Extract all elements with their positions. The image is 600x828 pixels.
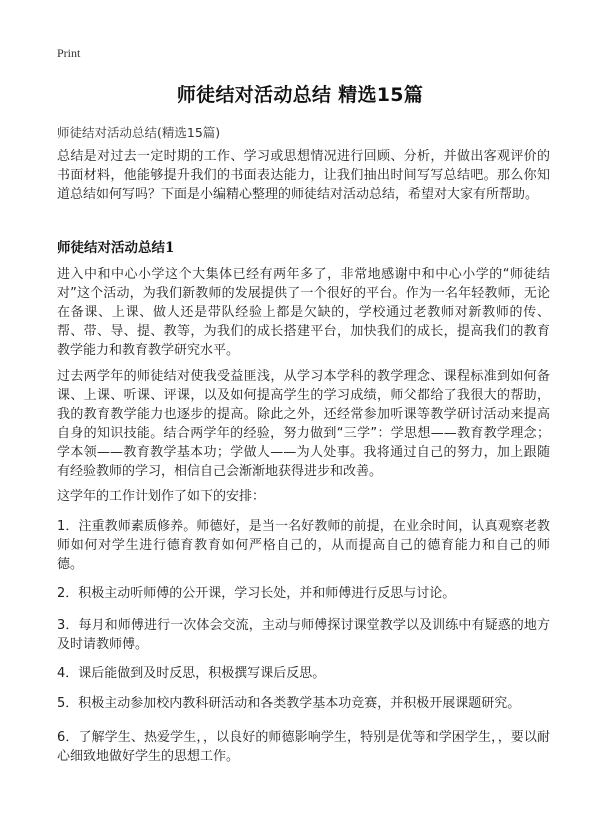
plan-item-5: 5．积极主动参加校内教科研活动和各类教学基本功竞赛，并积极开展课题研究。	[57, 696, 521, 711]
plan-item-1: 1．注重教师素质修养。师德好，是当一名好教师的前提，在业余时间，认真观察老教师如何对学生进行德育教育如何严格自己的，从而提高自己的德育能力和自己的师德。	[57, 519, 550, 572]
plan-item-4: 4．课后能做到及时反思，积极撰写课后反思。	[57, 666, 326, 681]
intro-paragraph: 总结是对过去一定时期的工作、学习或思想情况进行回顾、分析，并做出客观评价的书面材料，他能够提升我们的书面表达能力，让我们抽出时间写写总结吧。那么你知道总结如何写吗？下面是小编精心整理的师徒结对活动总结，希望对大家有所帮助。	[57, 149, 550, 202]
document-subtitle: 师徒结对活动总结(精选15篇)	[57, 125, 221, 140]
plan-item-6: 6．了解学生、热爱学生，，以良好的师德影响学生，特别是优等和学困学生，，要以耐心细致地做好学生的思想工作。	[57, 730, 550, 764]
body-paragraph-2: 过去两学年的师徒结对使我受益匪浅，从学习本学科的教学理念、课程标准到如何备课、上课、听课、评课，以及如何提高学生的学习成绩，师父都给了我很大的帮助，我的教育教学能力也逐步的提高。除此之外，还经常参加听课等教学研讨活动来提高自身的知识技能。结合两学年的经验，努力做到“三学”：学思想——教育教学理念；学本领——教育教学基本功；学做人——为人处事。我将通过自己的努力，加上跟随有经验教师的学习，相信自己会渐渐地获得进步和改善。	[57, 369, 550, 479]
print-link[interactable]: Print	[57, 46, 81, 60]
plan-intro: 这学年的工作计划作了如下的安排：	[57, 489, 266, 504]
plan-item-3: 3．每月和师傅进行一次体会交流，主动与师傅探讨课堂教学以及训练中有疑惑的地方及时请教师傅。	[57, 618, 550, 652]
plan-item-2: 2．积极主动听师傅的公开课，学习长处，并和师傅进行反思与讨论。	[57, 586, 456, 601]
page-title: 师徒结对活动总结 精选15篇	[176, 84, 424, 106]
section-heading: 师徒结对活动总结1	[57, 240, 175, 256]
body-paragraph-1: 进入中和中心小学这个大集体已经有两年多了，非常地感谢中和中心小学的“师徒结对”这个活动，为我们新教师的发展提供了一个很好的平台。作为一名年轻教师，无论在备课、上课、做人还是带队经验上都是欠缺的，学校通过老教师对新教师的传、帮、带、导、提、教等，为我们的成长搭建平台，加快我们的成长，提高我们的教育教学能力和教育教学研究水平。	[57, 267, 550, 358]
